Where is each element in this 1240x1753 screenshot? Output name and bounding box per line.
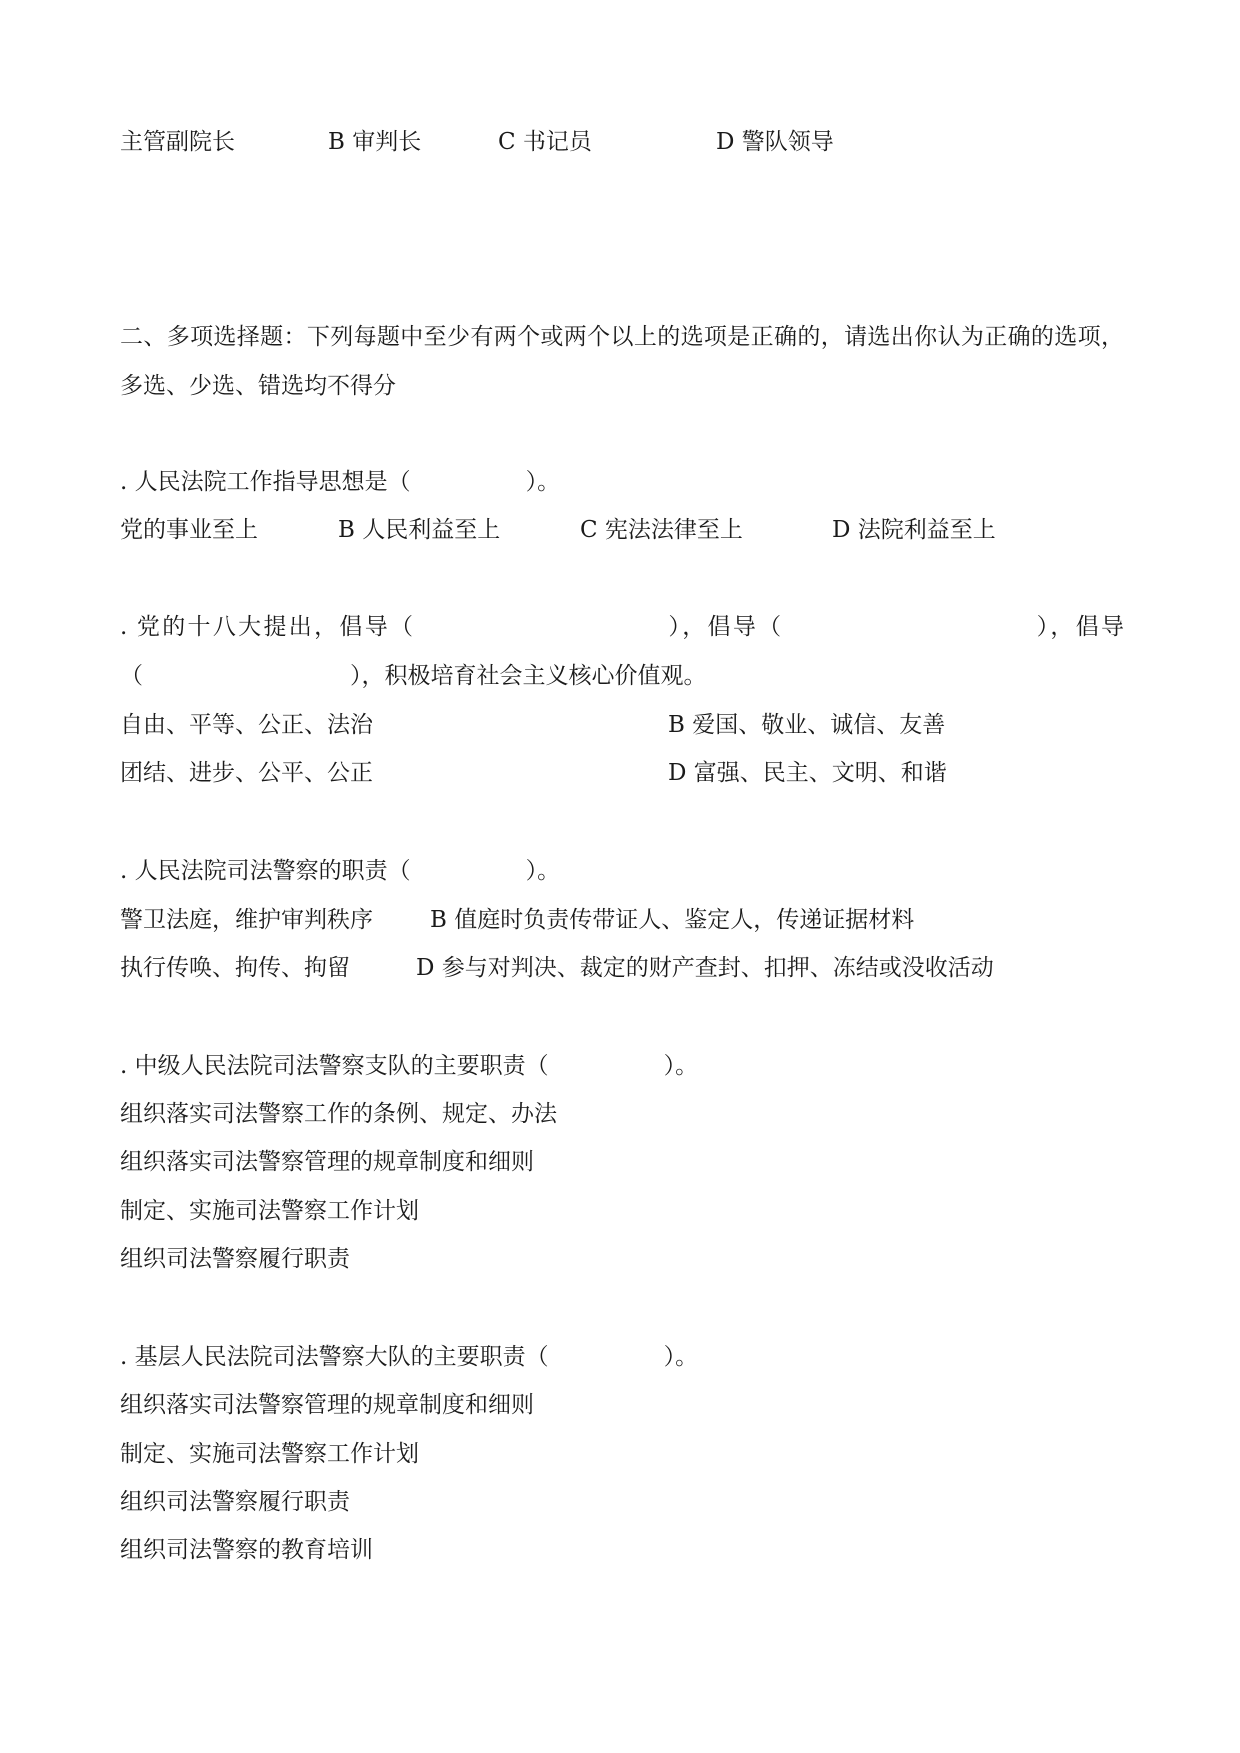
option-d: D 参与对判决、裁定的财产查封、扣押、冻结或没收活动: [416, 955, 994, 981]
question-5-option-c: 组织司法警察履行职责: [120, 1489, 350, 1515]
question-4-option-b: 组织落实司法警察管理的规章制度和细则: [120, 1149, 534, 1175]
option-d: D 法院利益至上: [832, 517, 996, 543]
option-c: 执行传唤、拘传、拘留: [120, 955, 350, 981]
option-a: 主管副院长: [120, 129, 235, 155]
option-c: C 书记员: [498, 129, 592, 155]
option-c: 团结、进步、公平、公正: [120, 760, 373, 786]
option-a: 自由、平等、公正、法治: [120, 712, 373, 738]
section-heading: 二、多项选择题：下列每题中至少有两个或两个以上的选项是正确的，请选出你认为正确的选项，多选、少选、错选均不得分: [120, 324, 1124, 399]
question-4-option-a: 组织落实司法警察工作的条例、规定、办法: [120, 1101, 557, 1127]
question-4-stem: . 中级人民法院司法警察支队的主要职责（ ）。: [120, 1053, 699, 1079]
question-5-option-b: 制定、实施司法警察工作计划: [120, 1441, 419, 1467]
question-5-stem: . 基层人民法院司法警察大队的主要职责（ ）。: [120, 1344, 699, 1370]
question-5-option-a: 组织落实司法警察管理的规章制度和细则: [120, 1392, 534, 1418]
question-4-option-d: 组织司法警察履行职责: [120, 1246, 350, 1272]
option-a: 党的事业至上: [120, 517, 258, 543]
option-b: B 爱国、敬业、诚信、友善: [668, 712, 946, 738]
option-d: D 警队领导: [716, 129, 834, 155]
question-4-option-c: 制定、实施司法警察工作计划: [120, 1198, 419, 1224]
question-2-stem: . 党的十八大提出，倡导（ ），倡导（ ），倡导（ ），积极培育社会主义核心价值观。: [120, 614, 1124, 689]
question-1-stem: . 人民法院工作指导思想是（ ）。: [120, 469, 561, 495]
option-d: D 富强、民主、文明、和谐: [668, 760, 947, 786]
option-b: B 人民利益至上: [338, 517, 501, 543]
option-a: 警卫法庭，维护审判秩序: [120, 907, 373, 933]
question-5-option-d: 组织司法警察的教育培训: [120, 1537, 373, 1563]
question-3-stem: . 人民法院司法警察的职责（ ）。: [120, 858, 561, 884]
option-c: C 宪法法律至上: [580, 517, 743, 543]
option-b: B 值庭时负责传带证人、鉴定人，传递证据材料: [430, 907, 915, 933]
option-b: B 审判长: [328, 129, 422, 155]
